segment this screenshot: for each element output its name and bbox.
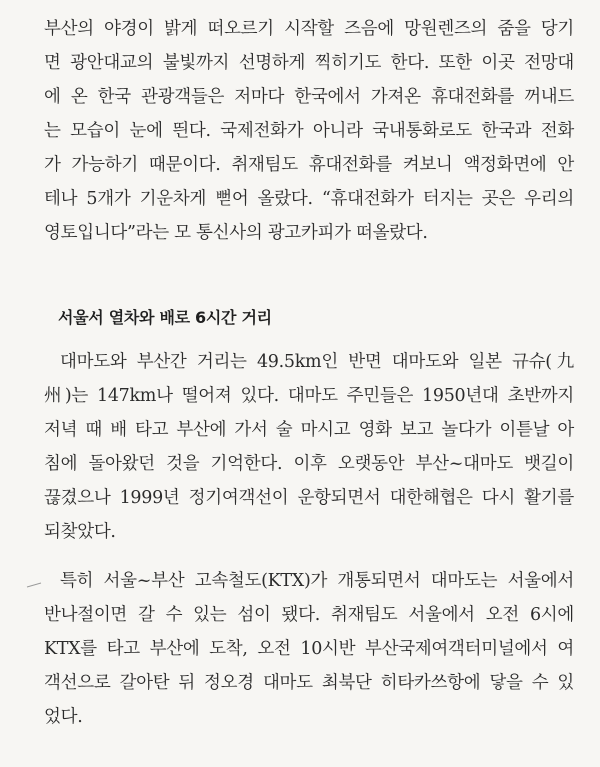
- paragraph-ktx: [44, 564, 574, 734]
- text-line: 반나절이면 갈 수 있는 섬이 됐다. 취재팀도 서울에서 오전 6시에: [44, 605, 574, 625]
- paragraph-distance: [44, 345, 574, 549]
- text-line: 침에 돌아왔던 것을 기억한다. 이후 오랫동안 부산~대마도 뱃길이: [44, 454, 574, 474]
- paragraph-night-view: [44, 12, 574, 250]
- text-line: 부산의 야경이 밝게 떠오르기 시작할 즈음에 망원렌즈의 줌을 당기: [44, 19, 574, 39]
- text-line: 州)는 147km나 떨어져 있다. 대마도 주민들은 1950년대 초반까지: [44, 386, 574, 406]
- text-line: 끊겼으나 1999년 정기여객선이 운항되면서 대한해협은 다시 활기를: [44, 488, 574, 508]
- text-line: 었다.: [44, 707, 83, 727]
- text-line: 특히 서울~부산 고속철도(KTX)가 개통되면서 대마도는 서울에서: [60, 571, 574, 591]
- text-line: 는 모습이 눈에 띈다. 국제전화가 아니라 국내통화로도 한국과 전화: [44, 121, 574, 141]
- text-line: 되찾았다.: [44, 522, 116, 542]
- text-line: 대마도와 부산간 거리는 49.5km인 반면 대마도와 일본 규슈(九: [60, 352, 574, 372]
- section-heading: 서울서 열차와 배로 6시간 거리: [58, 308, 272, 327]
- text-line: 테나 5개가 기운차게 뻗어 올랐다. “휴대전화가 터지는 곳은 우리의: [44, 189, 574, 209]
- text-line: 객선으로 갈아탄 뒤 정오경 대마도 최북단 히타카쓰항에 닿을 수 있: [44, 673, 574, 693]
- text-line: 에 온 한국 관광객들은 저마다 한국에서 가져온 휴대전화를 꺼내드: [44, 87, 574, 107]
- text-line: KTX를 타고 부산에 도착, 오전 10시반 부산국제여객터미널에서 여: [44, 639, 574, 659]
- text-line: 영토입니다”라는 모 통신사의 광고카피가 떠올랐다.: [44, 223, 428, 243]
- pen-mark-icon: [26, 582, 42, 588]
- text-line: 저녁 때 배 타고 부산에 가서 술 마시고 영화 보고 놀다가 이튿날 아: [44, 420, 574, 440]
- text-line: 면 광안대교의 불빛까지 선명하게 찍히기도 한다. 또한 이곳 전망대: [44, 53, 574, 73]
- text-line: 가 가능하기 때문이다. 취재팀도 휴대전화를 켜보니 액정화면에 안: [44, 155, 574, 175]
